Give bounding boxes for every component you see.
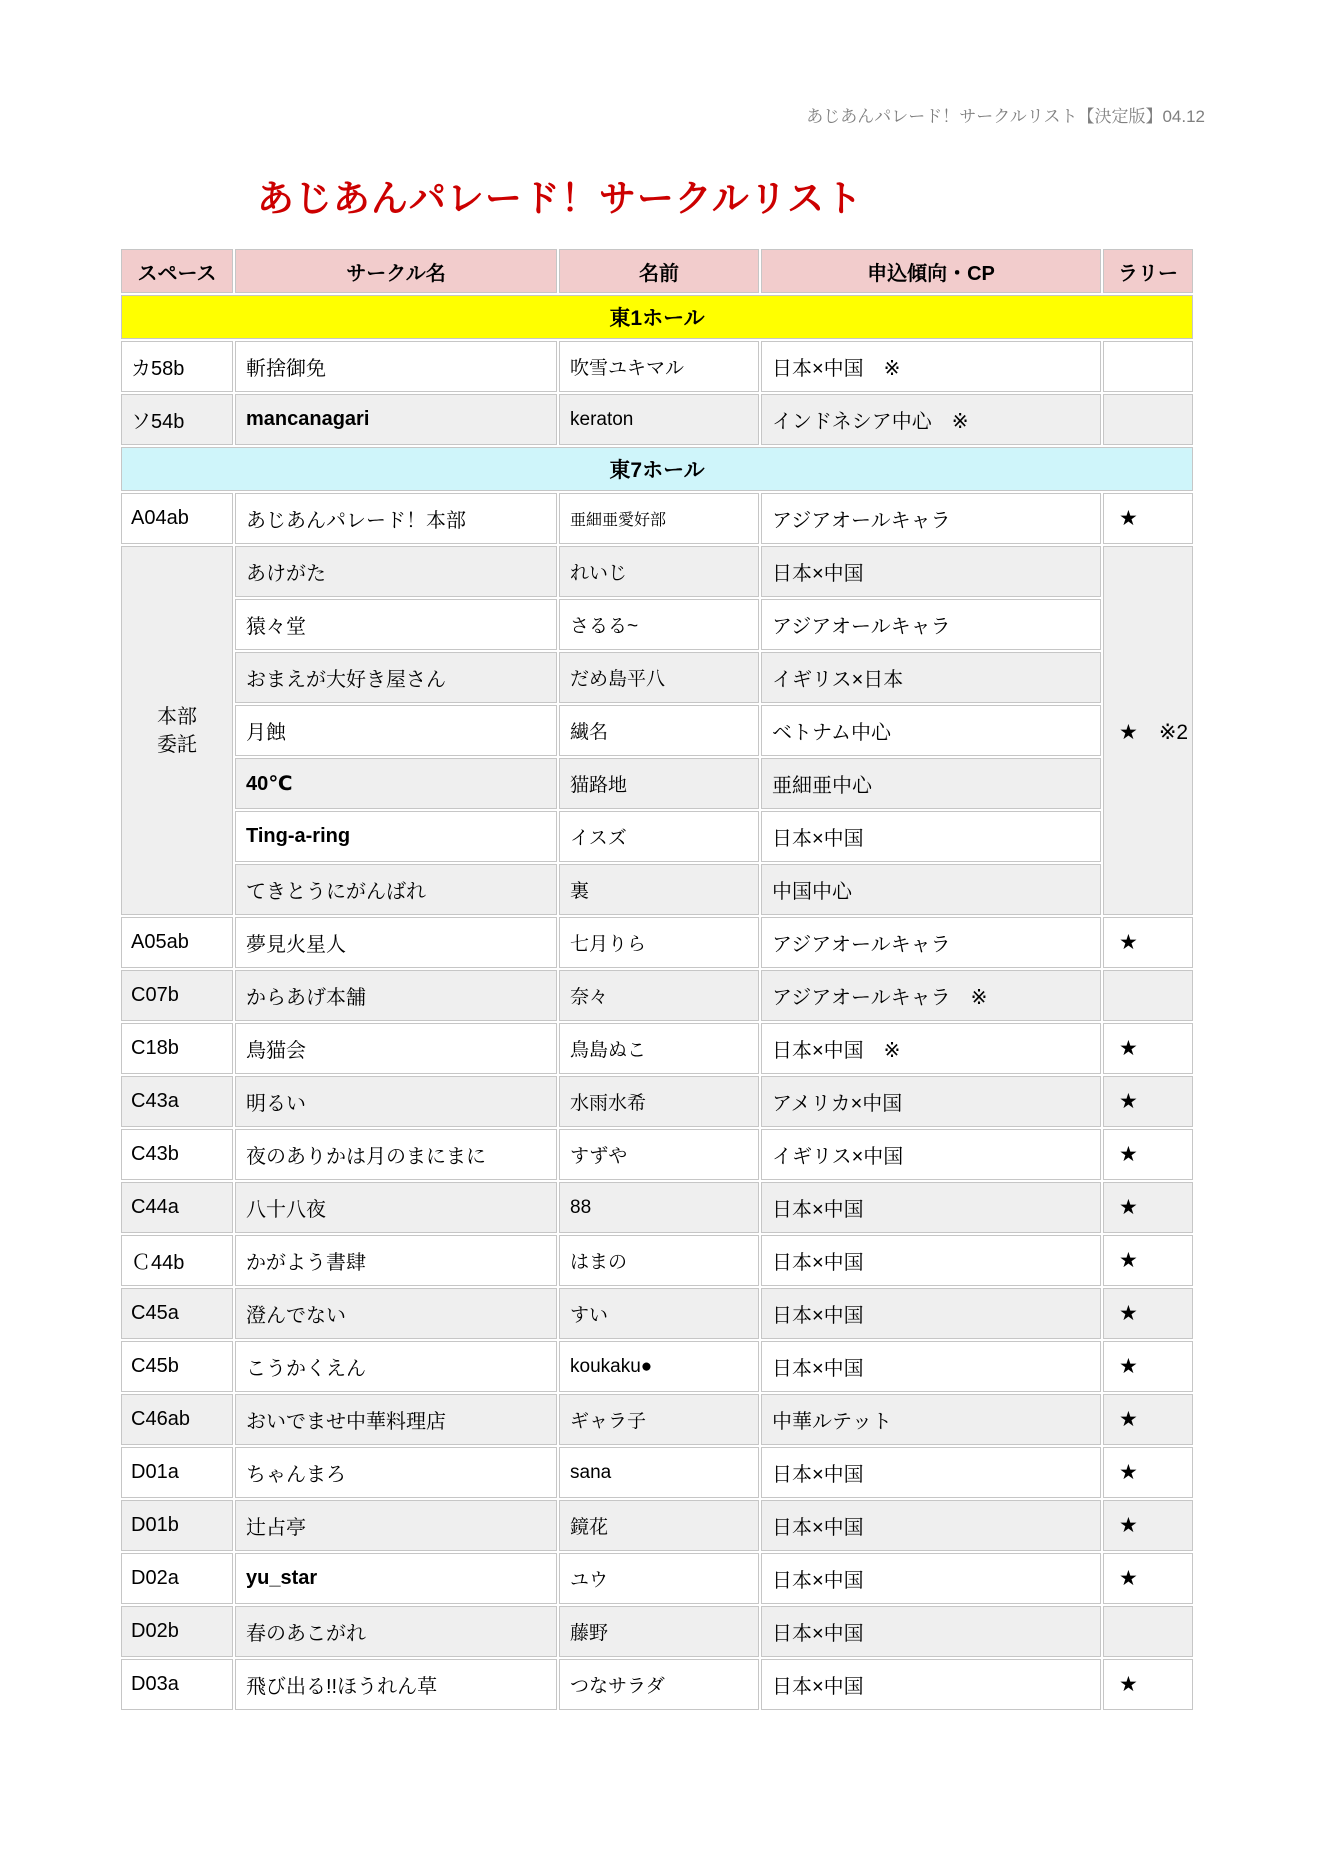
table-row <box>121 1606 1193 1657</box>
pen-name-cell: 七月りら <box>559 917 759 968</box>
rally-cell <box>1103 970 1193 1021</box>
pen-name-cell: だめ島平八 <box>559 652 759 703</box>
cp-cell: イギリス×中国 <box>761 1129 1101 1180</box>
pen-name-cell: 藤野 <box>559 1606 759 1657</box>
rally-cell: ★ <box>1103 1394 1193 1445</box>
cp-cell: アジアオールキャラ <box>761 493 1101 544</box>
pen-name-cell: つなサラダ <box>559 1659 759 1710</box>
pen-name-cell: さるる~ <box>559 599 759 650</box>
circle-name-cell: てきとうにがんばれ <box>235 864 557 915</box>
rally-cell: ★ <box>1103 1076 1193 1127</box>
rally-cell: ★ <box>1103 493 1193 544</box>
table-row <box>121 705 1193 756</box>
table-row <box>121 1394 1193 1445</box>
space-cell: Ｃ44b <box>121 1235 233 1286</box>
pen-name-cell: 繊名 <box>559 705 759 756</box>
circle-name-cell: 夢見火星人 <box>235 917 557 968</box>
pen-name-cell: れいじ <box>559 546 759 597</box>
table-row <box>121 493 1193 544</box>
cp-cell: 日本×中国 <box>761 1500 1101 1551</box>
hall-band-row <box>121 295 1193 339</box>
circle-name-cell: 飛び出る!!ほうれん草 <box>235 1659 557 1710</box>
rally-cell <box>1103 394 1193 445</box>
hall-band-label: 東1ホール <box>121 295 1193 339</box>
cp-cell: 日本×中国 <box>761 1182 1101 1233</box>
cp-cell: 日本×中国 <box>761 811 1101 862</box>
cp-cell: 日本×中国 <box>761 1447 1101 1498</box>
table-row <box>121 1023 1193 1074</box>
circle-name-cell: かがよう書肆 <box>235 1235 557 1286</box>
table-row <box>121 917 1193 968</box>
circle-name-cell: 八十八夜 <box>235 1182 557 1233</box>
pen-name-cell: はまの <box>559 1235 759 1286</box>
space-cell: C46ab <box>121 1394 233 1445</box>
circle-name-cell: おいでませ中華料理店 <box>235 1394 557 1445</box>
cp-cell: 日本×中国 <box>761 1606 1101 1657</box>
table-row <box>121 970 1193 1021</box>
circle-name-cell: 鳥猫会 <box>235 1023 557 1074</box>
rally-cell <box>1103 1606 1193 1657</box>
pen-name-cell: keraton <box>559 394 759 445</box>
table-row <box>121 1076 1193 1127</box>
pen-name-cell: ギャラ子 <box>559 1394 759 1445</box>
cp-cell: 亜細亜中心 <box>761 758 1101 809</box>
rally-cell: ★ <box>1103 1023 1193 1074</box>
rally-cell: ★ <box>1103 1659 1193 1710</box>
col-header-space: スペース <box>121 249 233 293</box>
cp-cell: 日本×中国 <box>761 1553 1101 1604</box>
table-header-row <box>121 249 1193 293</box>
pen-name-cell: 鳥島ぬこ <box>559 1023 759 1074</box>
col-header-circle: サークル名 <box>235 249 557 293</box>
space-cell: A05ab <box>121 917 233 968</box>
cp-cell: 中華ルテット <box>761 1394 1101 1445</box>
rally-cell: ★ <box>1103 1553 1193 1604</box>
circle-name-cell: 春のあこがれ <box>235 1606 557 1657</box>
circle-name-cell: yu_star <box>235 1553 557 1604</box>
pen-name-cell: 猫路地 <box>559 758 759 809</box>
cp-cell: アジアオールキャラ <box>761 917 1101 968</box>
rally-cell: ★ <box>1103 1129 1193 1180</box>
circle-name-cell: 猿々堂 <box>235 599 557 650</box>
rally-cell: ★ <box>1103 1500 1193 1551</box>
cp-cell: ベトナム中心 <box>761 705 1101 756</box>
table-row <box>121 394 1193 445</box>
pen-name-cell: ユウ <box>559 1553 759 1604</box>
cp-cell: 日本×中国 <box>761 1288 1101 1339</box>
space-cell: C43b <box>121 1129 233 1180</box>
space-cell: D02a <box>121 1553 233 1604</box>
rally-cell: ★ <box>1103 1182 1193 1233</box>
rally-cell: ★ <box>1103 1235 1193 1286</box>
pen-name-cell: 亜細亜愛好部 <box>559 493 759 544</box>
table-row <box>121 1447 1193 1498</box>
space-cell: D03a <box>121 1659 233 1710</box>
cp-cell: インドネシア中心 ※ <box>761 394 1101 445</box>
pen-name-cell: 水雨水希 <box>559 1076 759 1127</box>
pen-name-cell: 吹雪ユキマル <box>559 341 759 392</box>
pen-name-cell: 88 <box>559 1182 759 1233</box>
table-row <box>121 1500 1193 1551</box>
space-cell: C45b <box>121 1341 233 1392</box>
table-row <box>121 758 1193 809</box>
space-cell: C43a <box>121 1076 233 1127</box>
circle-name-cell: あけがた <box>235 546 557 597</box>
circle-table-body <box>121 295 1193 1710</box>
rally-cell: ★ <box>1103 917 1193 968</box>
cp-cell: 中国中心 <box>761 864 1101 915</box>
circle-name-cell: おまえが大好き屋さん <box>235 652 557 703</box>
circle-name-cell: 澄んでない <box>235 1288 557 1339</box>
circle-name-cell: 明るい <box>235 1076 557 1127</box>
space-cell: C44a <box>121 1182 233 1233</box>
rally-cell <box>1103 341 1193 392</box>
space-cell: D02b <box>121 1606 233 1657</box>
cp-cell: アメリカ×中国 <box>761 1076 1101 1127</box>
cp-cell: 日本×中国 ※ <box>761 1023 1101 1074</box>
circle-name-cell: こうかくえん <box>235 1341 557 1392</box>
table-row <box>121 1659 1193 1710</box>
doc-header-note: あじあんパレード！サークルリスト【決定版】04.12 <box>806 107 1205 126</box>
circle-name-cell: からあげ本舗 <box>235 970 557 1021</box>
rally-cell-merged: ★ ※2 <box>1103 546 1193 915</box>
pen-name-cell: すずや <box>559 1129 759 1180</box>
circle-name-cell: あじあんパレード！本部 <box>235 493 557 544</box>
circle-name-cell: 斬捨御免 <box>235 341 557 392</box>
table-row <box>121 652 1193 703</box>
pen-name-cell: すい <box>559 1288 759 1339</box>
circle-name-cell: 夜のありかは月のまにまに <box>235 1129 557 1180</box>
rally-cell: ★ <box>1103 1341 1193 1392</box>
circle-name-cell: 月蝕 <box>235 705 557 756</box>
pen-name-cell: 裏 <box>559 864 759 915</box>
pen-name-cell: イスズ <box>559 811 759 862</box>
cp-cell: 日本×中国 <box>761 1659 1101 1710</box>
space-cell: D01a <box>121 1447 233 1498</box>
rally-cell: ★ <box>1103 1447 1193 1498</box>
pen-name-cell: 鏡花 <box>559 1500 759 1551</box>
cp-cell: 日本×中国 <box>761 1235 1101 1286</box>
cp-cell: 日本×中国 <box>761 1341 1101 1392</box>
space-cell: C18b <box>121 1023 233 1074</box>
cp-cell: アジアオールキャラ <box>761 599 1101 650</box>
circle-name-cell: 40℃ <box>235 758 557 809</box>
space-cell: ソ54b <box>121 394 233 445</box>
cp-cell: 日本×中国 ※ <box>761 341 1101 392</box>
hall-band-row <box>121 447 1193 491</box>
page-title: あじあんパレード！サークルリスト <box>256 178 864 219</box>
table-row <box>121 811 1193 862</box>
space-cell: D01b <box>121 1500 233 1551</box>
circle-name-cell: mancanagari <box>235 394 557 445</box>
circle-name-cell: Ting-a-ring <box>235 811 557 862</box>
table-row <box>121 546 1193 597</box>
table-row <box>121 864 1193 915</box>
hall-band-label: 東7ホール <box>121 447 1193 491</box>
pen-name-cell: 奈々 <box>559 970 759 1021</box>
cp-cell: イギリス×日本 <box>761 652 1101 703</box>
table-row <box>121 1182 1193 1233</box>
space-cell: C45a <box>121 1288 233 1339</box>
cp-cell: 日本×中国 <box>761 546 1101 597</box>
table-row <box>121 1129 1193 1180</box>
circle-name-cell: 辻占亭 <box>235 1500 557 1551</box>
col-header-rally: ラリー <box>1103 249 1193 293</box>
table-row <box>121 1553 1193 1604</box>
cp-cell: アジアオールキャラ ※ <box>761 970 1101 1021</box>
table-row <box>121 1288 1193 1339</box>
table-row <box>121 1341 1193 1392</box>
space-cell: A04ab <box>121 493 233 544</box>
space-cell: カ58b <box>121 341 233 392</box>
col-header-name: 名前 <box>559 249 759 293</box>
space-cell: C07b <box>121 970 233 1021</box>
table-row <box>121 1235 1193 1286</box>
col-header-cp: 申込傾向・CP <box>761 249 1101 293</box>
circle-list-table <box>119 247 1195 1712</box>
table-row <box>121 341 1193 392</box>
pen-name-cell: koukaku● <box>559 1341 759 1392</box>
rally-cell: ★ <box>1103 1288 1193 1339</box>
space-cell-merged: 本部 委託 <box>121 546 233 915</box>
circle-name-cell: ちゃんまろ <box>235 1447 557 1498</box>
table-row <box>121 599 1193 650</box>
pen-name-cell: sana <box>559 1447 759 1498</box>
